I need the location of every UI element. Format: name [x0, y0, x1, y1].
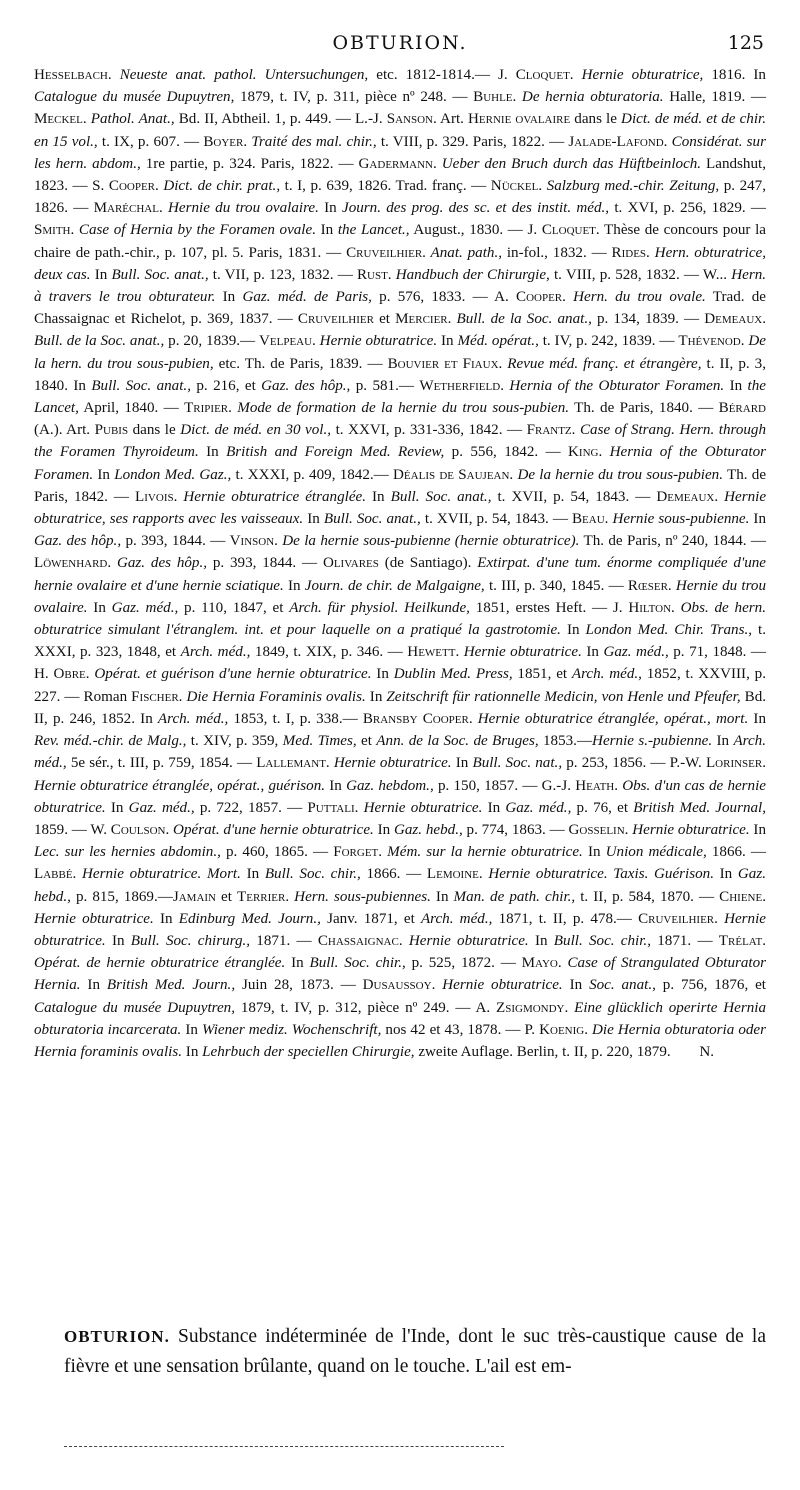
- author-name: Vinson.: [229, 533, 278, 550]
- citation-text: t. IX, p. 607. —: [97, 133, 204, 150]
- citation-text: t. XXXI, p. 323, 1848, et: [34, 622, 766, 661]
- article-headword: OBTURION.: [64, 1327, 170, 1346]
- citation-text: April, 1840. —: [78, 400, 185, 417]
- work-title: Hernie obturatrice.: [315, 333, 438, 350]
- work-title: Union médicale,: [605, 844, 707, 861]
- citation-text: In: [93, 466, 115, 483]
- work-title: Journ. de chir. de Malgaigne,: [304, 577, 485, 594]
- work-title: Bull. de la Soc. anat.,: [34, 333, 165, 350]
- citation-text: In: [749, 821, 766, 838]
- citation-text: In: [451, 755, 473, 772]
- work-title: Man. de path. chir.,: [453, 888, 576, 905]
- citation-text: p. 556, 1842. —: [444, 444, 569, 461]
- citation-text: August., 1830. — J.: [409, 222, 542, 239]
- author-name: Jamain: [172, 888, 216, 905]
- work-title: Hern. à travers le trou obturateur.: [34, 266, 767, 306]
- footer-dashed-rule: [64, 1446, 504, 1447]
- citation-text: In: [80, 977, 107, 994]
- author-name: Gosselin.: [568, 821, 629, 838]
- author-name: Hernie ovalaire: [468, 111, 571, 128]
- author-name: Zsigmondy.: [496, 999, 569, 1016]
- author-name: Obre.: [53, 666, 90, 683]
- citation-text: 1849, t. XIX, p. 346. —: [250, 644, 408, 661]
- author-name: Beau.: [571, 511, 609, 528]
- citation-text: dans le: [128, 422, 181, 439]
- citation-text: Landshut, 1823. — S.: [34, 155, 766, 195]
- citation-text: In: [198, 444, 227, 461]
- citation-text: 1879, t. IV, p. 312, pièce nº 249. — A.: [234, 999, 496, 1016]
- citation-text: Th. de Paris, 1840. —: [569, 400, 719, 417]
- citation-text: p. 774, 1863. —: [462, 821, 569, 838]
- citation-text: p. 756, 1876, et: [655, 977, 766, 994]
- citation-text: p. 20, 1839.—: [164, 333, 259, 350]
- work-title: Obs. de hern. obturatrice simulant l'étranglem. int. et pour laquelle on a pratiqué la gastrotomie.: [34, 599, 766, 639]
- work-title: Edinburg Med. Journ.,: [178, 910, 321, 927]
- work-title: Case of Strangulated Obturator Hernia.: [34, 955, 767, 994]
- work-title: Hern. du trou ovale.: [565, 289, 706, 306]
- work-title: Journ. des prog. des sc. et des instit. méd.,: [342, 200, 610, 217]
- work-title: Bull. Soc. anat.,: [111, 266, 209, 283]
- work-title: Hernie obturatrice.: [34, 910, 766, 949]
- citation-text: t. VIII, p. 329. Paris, 1822. —: [376, 133, 569, 150]
- citation-text: In: [90, 266, 112, 283]
- author-name: Hilton.: [628, 599, 675, 616]
- work-title: Hernie du trou ovalaire.: [34, 577, 766, 616]
- author-name: Rœser.: [627, 577, 672, 594]
- work-title: Hernie obturatrice étranglée, opérat., mort.: [472, 710, 749, 727]
- citation-text: In: [371, 666, 394, 683]
- work-title: Bull. Soc. chirurg.,: [130, 932, 251, 949]
- work-title: Arch. für physiol. Heilkunde,: [289, 599, 470, 616]
- work-title: Zeitschrift für rationnelle Medicin, von Henle und Pfeufer,: [386, 688, 741, 705]
- work-title: Gaz. des hôp.,: [261, 377, 351, 394]
- work-title: Gaz. méd.,: [128, 799, 195, 816]
- work-title: London Med. Gaz.,: [114, 466, 232, 483]
- citation-text: 1853, t. I, p. 338.—: [228, 710, 363, 727]
- author-name: Velpeau.: [258, 333, 316, 350]
- citation-text: In: [366, 488, 391, 505]
- author-name: Cruveilhier: [297, 311, 374, 328]
- citation-text: p. 581.—: [350, 377, 420, 394]
- citation-text: 1851, et: [512, 666, 572, 683]
- citation-text: In: [315, 222, 338, 239]
- author-name: Chiene.: [719, 888, 766, 905]
- citation-text: Juin 28, 1873. —: [235, 977, 363, 994]
- work-title: the Lancet,: [34, 377, 766, 417]
- work-title: Gaz. méd. de Paris,: [242, 289, 372, 306]
- work-title: Case of Strang. Hern. through the Foramen Thyroideum.: [34, 422, 767, 461]
- work-title: Mém. sur la hernie obturatrice.: [382, 844, 583, 861]
- author-name: Olivares: [322, 555, 379, 572]
- citation-text: p. 815, 1869.—: [70, 888, 173, 905]
- author-name: Fischer.: [131, 688, 183, 705]
- work-title: Hernie obturatrice, ses rapports avec les vaisseaux.: [34, 488, 767, 528]
- citation-text: in-fol., 1832. —: [502, 244, 612, 261]
- citation-text: p. 253, 1856. — P.-W.: [562, 755, 706, 772]
- citation-text: 1853.—: [538, 733, 593, 750]
- citation-text: 5e sér., t. III, p. 759, 1854. —: [66, 755, 257, 772]
- citation-text: In: [365, 688, 387, 705]
- author-name: Puttali.: [307, 799, 359, 816]
- author-name: Meckel.: [34, 111, 87, 128]
- work-title: Hernie obturatrice étranglée, opérat., guérison.: [34, 777, 326, 794]
- work-title: British and Foreign Med. Review,: [226, 444, 445, 461]
- citation-text: In: [283, 577, 305, 594]
- citation-text: In: [373, 821, 394, 838]
- work-title: Hernie obturatrice.: [358, 799, 483, 816]
- work-title: Arch. méd.,: [180, 644, 251, 661]
- work-title: Hernie obturatrice étranglée.: [177, 488, 366, 505]
- citation-text: p. 134, 1839. —: [591, 311, 705, 328]
- citation-text: In: [724, 377, 748, 394]
- citation-text: Trad. de Chassaignac et Richelot, p. 369, 1837. —: [34, 289, 766, 328]
- citation-text: In: [437, 333, 458, 350]
- work-title: Opérat. de hernie obturatrice étranglée.: [34, 955, 286, 972]
- work-title: Hernie obturatrice.: [402, 932, 529, 949]
- citation-text: In: [748, 710, 766, 727]
- work-title: the Lancet.,: [337, 222, 410, 239]
- work-title: Arch. méd.,: [34, 733, 767, 772]
- bibliography-paragraph: [34, 64, 766, 1063]
- author-name: Cloquet.: [541, 222, 600, 239]
- author-name: Lallemant.: [256, 755, 330, 772]
- work-title: Méd. opérat.,: [457, 333, 539, 350]
- citation-text: et: [356, 733, 377, 750]
- work-title: Hernia of the Obturator Foramen.: [503, 377, 725, 394]
- work-title: Hernie s.-pubienne.: [592, 733, 713, 750]
- work-title: Arch. méd.,: [571, 666, 642, 683]
- citation-text: t. XVI, p. 256, 1829. —: [609, 200, 767, 217]
- author-name: Dusaussoy.: [362, 977, 436, 994]
- author-name: Mayo.: [521, 955, 562, 972]
- citation-text: p. 76, et: [571, 799, 634, 816]
- author-name: Terrier.: [237, 888, 290, 905]
- work-title: Bull. Soc. anat.,: [323, 511, 421, 528]
- work-title: Hernie sous-pubienne.: [608, 511, 750, 528]
- citation-text: t. VII, p. 123, 1832. —: [208, 266, 357, 283]
- work-title: Lehrbuch der speciellen Chirurgie,: [202, 1043, 415, 1060]
- work-title: Neueste anat. pathol. Untersuchungen,: [111, 67, 369, 83]
- work-title: Salzburg med.-chir. Zeitung,: [542, 178, 720, 195]
- author-name: Sanson.: [386, 111, 437, 128]
- author-name: Maréchal.: [93, 200, 163, 217]
- author-name: Bransby Cooper.: [362, 710, 473, 727]
- author-name: Tripier.: [184, 400, 232, 417]
- work-title: Opérat. d'une hernie obturatrice.: [169, 821, 374, 838]
- author-name: Wetherfield.: [419, 377, 504, 394]
- work-title: Gaz. hebdom.,: [346, 777, 434, 794]
- work-title: Bull. Soc. anat.,: [91, 377, 191, 394]
- author-name: Boyer.: [203, 133, 248, 150]
- author-name: Demeaux.: [656, 488, 719, 505]
- work-title: De la hernie du trou sous-pubien.: [513, 466, 724, 483]
- citation-text: p. 150, 1857. — G.-J.: [433, 777, 576, 794]
- work-title: Bull. Soc. chir.,: [553, 932, 651, 949]
- work-title: Hernia of the Obturator Foramen.: [34, 444, 766, 483]
- citation-text: Halle, 1819. —: [663, 89, 767, 106]
- work-title: Pathol. Anat.,: [86, 111, 175, 128]
- citation-text: t. I, p. 639, 1826. Trad. franç. —: [280, 178, 491, 195]
- citation-text: In: [482, 799, 506, 816]
- citation-text: t. IV, p. 242, 1839. —: [538, 333, 679, 350]
- citation-text: t. XXXI, p. 409, 1842.—: [231, 466, 394, 483]
- author-name: Livois.: [135, 488, 178, 505]
- citation-text: p. 460, 1865. —: [220, 844, 334, 861]
- citation-text: 1859. — W.: [34, 821, 111, 838]
- work-title: Arch. méd.,: [157, 710, 229, 727]
- author-name: Rust.: [356, 266, 392, 283]
- citation-text: t. II, p. 3, 1840. In: [34, 355, 766, 394]
- citation-text: 1871, t. II, p. 478.—: [492, 910, 639, 927]
- citation-text: zweite Auflage. Berlin, t. II, p. 220, 1879.: [414, 1043, 671, 1060]
- citation-text: 1816. In: [703, 67, 766, 83]
- work-title: Hernie obturatrice.: [34, 910, 154, 927]
- citation-text: In: [318, 200, 342, 217]
- citation-text: In: [105, 932, 131, 949]
- author-signature: N.: [699, 1044, 714, 1061]
- work-title: Considérat. sur les hern. abdom.,: [34, 133, 766, 172]
- work-title: Wiener mediz. Wochenschrift,: [201, 1021, 382, 1038]
- citation-text: t. VIII, p. 528, 1832. — W...: [549, 266, 732, 283]
- citation-text: 1871. —: [650, 932, 719, 949]
- author-name: Hesselbach.: [34, 67, 112, 83]
- citation-text: et: [373, 311, 396, 328]
- work-title: Hern. sous-pubiennes.: [289, 888, 431, 905]
- author-name: Trélat.: [718, 932, 767, 949]
- citation-text: 1852, t. XXVIII, p. 227. — Roman: [34, 666, 766, 705]
- citation-text: 1851, erstes Heft. — J.: [469, 599, 629, 616]
- work-title: British Med. Journ.,: [106, 977, 236, 994]
- work-title: Extirpat. d'une tum. énorme compliquée d'une hernie ovalaire et d'une hernie sciatique.: [34, 555, 766, 594]
- citation-text: p. 722, 1857. —: [194, 799, 308, 816]
- citation-text: 1871. —: [250, 932, 318, 949]
- citation-text: t. XVII, p. 54, 1843. —: [420, 511, 572, 528]
- running-head: OBTURION.: [332, 32, 468, 54]
- article-text: Substance indéterminée de l'Inde, dont le suc très-caustique cause de la fièvre et une sensation brûlante, quand on le touche. L'ail est em-: [64, 1326, 766, 1377]
- citation-text: Janv. 1871, et: [320, 910, 421, 927]
- citation-text: In: [582, 844, 606, 861]
- citation-text: 1re partie, p. 324. Paris, 1822. —: [140, 155, 359, 172]
- author-name: Lorinser.: [705, 755, 766, 772]
- work-title: Hernie du trou ovalaire.: [162, 200, 319, 217]
- work-title: Med. Times,: [282, 733, 357, 750]
- citation-text: et: [216, 888, 237, 905]
- citation-text: In: [712, 733, 734, 750]
- author-name: Heath.: [575, 777, 618, 794]
- citation-text: t. XXVI, p. 331-336, 1842. —: [331, 422, 527, 439]
- work-title: De la hernie sous-pubienne (hernie obturatrice).: [277, 533, 580, 550]
- work-title: Gaz. méd.,: [603, 644, 669, 661]
- work-title: Die Hernia Foraminis ovalis.: [182, 688, 366, 705]
- author-name: Cruveilhier.: [346, 244, 426, 261]
- author-name: Rides.: [611, 244, 650, 261]
- citation-text: In: [215, 289, 243, 306]
- citation-text: In: [303, 511, 324, 528]
- citation-text: In: [285, 955, 310, 972]
- author-name: Cooper.: [108, 178, 159, 195]
- citation-text: In: [560, 622, 586, 639]
- citation-text: In: [87, 599, 112, 616]
- author-name: Löwenhard.: [34, 555, 112, 572]
- author-name: Bérard: [718, 400, 766, 417]
- work-title: Catalogue du musée Dupuytren,: [34, 89, 235, 106]
- author-name: Gadermann.: [358, 155, 437, 172]
- work-title: Eine glücklich operirte Hernia obturatoria incarcerata.: [34, 999, 766, 1038]
- work-title: Opérat. et guérison d'une hernie obturatrice.: [89, 666, 372, 683]
- work-title: De hernia obturatoria.: [516, 89, 664, 106]
- author-name: Bouvier et Fiaux.: [387, 355, 503, 372]
- author-name: Hewett.: [407, 644, 460, 661]
- citation-text: Art.: [436, 111, 469, 128]
- citation-text: t. XIV, p. 359,: [186, 733, 283, 750]
- citation-text: In: [153, 910, 179, 927]
- work-title: Bull. Soc. nat.,: [472, 755, 563, 772]
- work-title: Ann. de la Soc. de Bruges,: [376, 733, 539, 750]
- work-title: Dict. de chir. prat.,: [158, 178, 281, 195]
- citation-text: In: [182, 1043, 203, 1060]
- citation-text: p. 110, 1847, et: [178, 599, 290, 616]
- work-title: Anat. path.,: [425, 244, 503, 261]
- author-name: Coulson.: [110, 821, 170, 838]
- citation-text: p. 216, et: [190, 377, 262, 394]
- citation-text: Th. de Paris, 1842. —: [34, 466, 767, 505]
- work-title: Die Hernia obturatoria oder Hernia foraminis ovalis.: [34, 1021, 766, 1060]
- work-title: Case of Hernia by the Foramen ovale.: [74, 222, 316, 239]
- work-title: Gaz. des hôp.,: [111, 555, 208, 572]
- work-title: London Med. Chir. Trans.,: [585, 622, 753, 639]
- citation-text: (A.). Art.: [34, 422, 95, 439]
- citation-text: Thèse de concours pour la chaire de path.-chir., p. 107, pl. 5. Paris, 1831. —: [34, 222, 766, 261]
- citation-text: In: [105, 799, 129, 816]
- work-title: Rev. méd.-chir. de Malg.,: [34, 733, 187, 750]
- work-title: Dict. de méd. et de chir. en 15 vol.,: [34, 111, 766, 150]
- author-name: Mercier.: [395, 311, 452, 328]
- citation-text: 1866. —: [360, 866, 427, 883]
- citation-text: p. 393, 1844. —: [207, 555, 323, 572]
- citation-text: In: [240, 866, 265, 883]
- citation-text: In: [528, 932, 554, 949]
- work-title: British Med. Journal,: [633, 799, 767, 816]
- author-name: Buhle.: [473, 89, 517, 106]
- work-title: Handbuch der Chirurgie,: [391, 266, 550, 283]
- author-name: Jalade-Lafond.: [568, 133, 668, 150]
- citation-text: In: [749, 511, 767, 528]
- work-title: Gaz. hebd.,: [393, 821, 463, 838]
- work-title: Hern. obturatrice, deux cas.: [34, 244, 766, 283]
- author-name: Forget.: [333, 844, 383, 861]
- author-name: Cruveilhier.: [638, 910, 718, 927]
- citation-text: Bd. II, Abtheil. 1, p. 449. — L.-J.: [174, 111, 387, 128]
- citation-text: t. XVII, p. 54, 1843. —: [491, 488, 657, 505]
- author-name: Cooper.: [516, 289, 566, 306]
- citation-text: In: [181, 1021, 202, 1038]
- work-title: Dublin Med. Press,: [393, 666, 513, 683]
- author-name: Frantz.: [526, 422, 576, 439]
- citation-text: In: [430, 888, 454, 905]
- citation-text: In: [325, 777, 347, 794]
- author-name: Déalis de Saujean.: [393, 466, 514, 483]
- work-title: Obs. d'un cas de hernie obturatrice.: [34, 777, 767, 816]
- citation-text: etc. 1812-1814.—: [368, 67, 499, 83]
- citation-text: p. 393, 1844. —: [121, 533, 230, 550]
- citation-text: In: [581, 644, 604, 661]
- work-title: Bull. Soc. chir.,: [309, 955, 406, 972]
- work-title: Dict. de méd. en 30 vol.,: [180, 422, 332, 439]
- work-title: Revue méd. franç. et étrangère,: [502, 355, 702, 372]
- work-title: Bull. de la Soc. anat.,: [451, 311, 592, 328]
- work-title: Hernie obturatrice.: [329, 755, 452, 772]
- citation-text: p. 525, 1872. —: [405, 955, 522, 972]
- author-name: Nückel.: [490, 178, 543, 195]
- author-name: J. Cloquet.: [498, 67, 574, 83]
- bibliography-text: [34, 67, 766, 1060]
- work-title: Catalogue du musée Dupuytren,: [34, 999, 235, 1016]
- article-entry: [64, 1322, 766, 1382]
- author-name: Chassaignac.: [317, 932, 403, 949]
- author-name: Demeaux.: [704, 311, 766, 328]
- work-title: Gaz. hebd.,: [34, 866, 766, 905]
- work-title: Gaz. méd.,: [111, 599, 179, 616]
- work-title: Traité des mal. chir.,: [247, 133, 377, 150]
- citation-text: dans le: [570, 111, 622, 128]
- work-title: Hernie obturatrice. Mort.: [76, 866, 241, 883]
- work-title: Arch. méd.,: [420, 910, 493, 927]
- work-title: Ueber den Bruch durch das Hüftbeinloch.: [436, 155, 702, 172]
- author-name: Smith.: [34, 222, 75, 239]
- citation-text: etc. Th. de Paris, 1839. —: [213, 355, 388, 372]
- page-number: 125: [727, 32, 764, 54]
- author-name: Thévenod.: [678, 333, 745, 350]
- author-name: Lemoine.: [426, 866, 483, 883]
- author-name: Labbé.: [34, 866, 77, 883]
- work-title: Hernie obturatrice,: [573, 67, 704, 83]
- work-title: Gaz. méd.,: [505, 799, 572, 816]
- citation-text: 1879, t. IV, p. 311, pièce nº 248. —: [234, 89, 474, 106]
- citation-text: p. 576, 1833. — A.: [371, 289, 516, 306]
- citation-text: t. II, p. 584, 1870. —: [575, 888, 720, 905]
- citation-text: nos 42 et 43, 1878. — P.: [381, 1021, 540, 1038]
- work-title: Soc. anat.,: [589, 977, 656, 994]
- citation-text: p. 71, 1848. — H.: [34, 644, 767, 683]
- citation-text: Th. de Paris, nº 240, 1844. —: [579, 533, 767, 550]
- citation-text: In: [713, 866, 738, 883]
- work-title: Lec. sur les hernies abdomin.,: [34, 844, 221, 861]
- work-title: Hernie obturatrice. Taxis. Guérison.: [482, 866, 714, 883]
- work-title: Gaz. des hôp.,: [34, 533, 122, 550]
- work-title: Hernie obturatrice.: [628, 821, 750, 838]
- citation-text: Bd. II, p. 246, 1852. In: [34, 688, 767, 727]
- work-title: Bull. Soc. anat.,: [390, 488, 492, 505]
- citation-text: (de Santiago).: [378, 555, 478, 572]
- page-header: [36, 30, 764, 58]
- citation-text: t. III, p. 340, 1845. —: [484, 577, 628, 594]
- citation-text: p. 247, 1826. —: [34, 178, 766, 217]
- citation-text: 1866. —: [706, 844, 767, 861]
- work-title: Hernie obturatrice.: [435, 977, 563, 994]
- work-title: Hernie obturatrice.: [459, 644, 582, 661]
- work-title: De la hern. du trou sous-pubien,: [34, 333, 766, 372]
- author-name: Pubis: [94, 422, 129, 439]
- work-title: Bull. Soc. chir.,: [264, 866, 361, 883]
- work-title: Mode de formation de la hernie du trou sous-pubien.: [231, 400, 570, 417]
- author-name: Koenig.: [539, 1021, 588, 1038]
- author-name: King.: [568, 444, 603, 461]
- citation-text: In: [562, 977, 590, 994]
